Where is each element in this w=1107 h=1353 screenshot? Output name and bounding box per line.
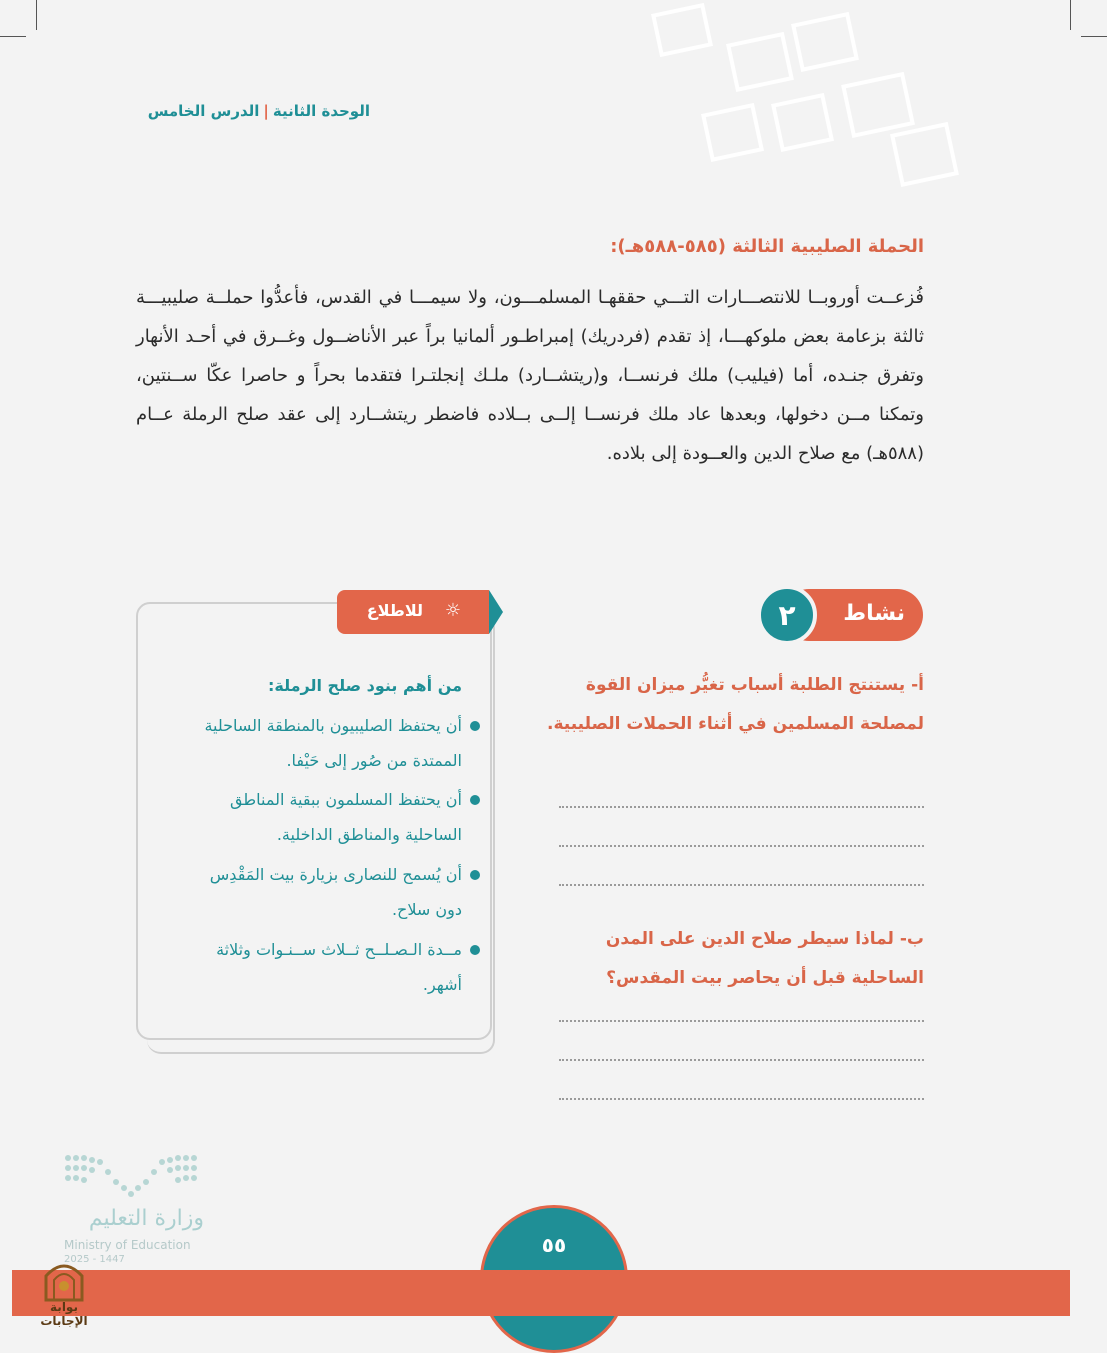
header-separator: | bbox=[263, 102, 269, 120]
page-number: ٥٥ bbox=[541, 1233, 567, 1257]
bullet-icon bbox=[470, 795, 480, 805]
ministry-name-en: Ministry of Education bbox=[64, 1238, 191, 1252]
info-item-text: أن يحتفظ الصليبيون بالمنطقة الساحلية الممتدة من صُور إلى حَيْفا. bbox=[204, 716, 462, 770]
answer-line[interactable] bbox=[559, 845, 924, 847]
info-item-text: أن يُسمح للنصارى بزيارة بيت المَقْدِس دون سلاح. bbox=[209, 865, 462, 919]
section-body: فُزعــت أوروبــا للانتصـــارات التـــي حققهـا المسلمـــون، ولا سيمـــا في القدس، فأعدُّوا حملــة صليبيـــة ثالثة بزعامة بعض ملوكهـــا، إذ تقدم (فردريك) إمبراطـور ألمانيا براً عبر الأناضــول وغــرق في أحـد الأنهار وتفرق جنـده، أما (فيليب) ملك فرنســا، و(ريتشــارد) ملـك إنجلتـرا فتقدما بحراً و حاصرا عكّا ســنتين، وتمكنا مــن دخولها، وبعدها عاد ملك فرنســا إلــى بــلاده فاضطر ريتشــارد إلى عقد صلح الرملة عــام (٥٨٨هـ) مع صلاح الدين والعــودة إلى بلاده. bbox=[136, 287, 924, 464]
answer-line[interactable] bbox=[559, 884, 924, 886]
crop-mark bbox=[0, 36, 26, 37]
info-heading: من أهم بنود صلح الرملة: bbox=[268, 676, 462, 695]
bullet-icon bbox=[470, 945, 480, 955]
answer-line[interactable] bbox=[559, 1098, 924, 1100]
ministry-name-ar: وزارة التعليم bbox=[88, 1206, 204, 1231]
answer-line[interactable] bbox=[559, 806, 924, 808]
crop-mark bbox=[1081, 36, 1107, 37]
crop-mark bbox=[1070, 0, 1071, 30]
crop-mark bbox=[36, 0, 37, 30]
footer-band bbox=[12, 1270, 1070, 1316]
lesson-label: الدرس الخامس bbox=[147, 102, 260, 120]
info-item bbox=[187, 708, 462, 778]
bullet-icon bbox=[470, 870, 480, 880]
bullet-icon bbox=[470, 721, 480, 731]
answer-line[interactable] bbox=[559, 1020, 924, 1022]
info-item bbox=[187, 782, 462, 852]
decorative-pattern bbox=[637, 0, 997, 200]
info-item bbox=[187, 932, 462, 1002]
lightbulb-icon: ☼ bbox=[444, 600, 461, 621]
info-item-text: أن يحتفظ المسلمون ببقية المناطق الساحلية والمناطق الداخلية. bbox=[230, 790, 462, 844]
unit-lesson-header bbox=[130, 102, 370, 120]
info-item bbox=[187, 857, 462, 927]
portal-name: بوابة الإجابات bbox=[40, 1300, 88, 1328]
ministry-year: 2025 - 1447 bbox=[64, 1254, 125, 1265]
section-title: الحملة الصليبية الثالثة (٥٨٥-٥٨٨هـ): bbox=[610, 236, 924, 257]
ministry-logo-icon bbox=[64, 1154, 198, 1198]
activity-number: ٢ bbox=[757, 585, 817, 645]
portal-logo-icon bbox=[40, 1258, 88, 1302]
answer-line[interactable] bbox=[559, 1059, 924, 1061]
activity-badge bbox=[757, 585, 923, 645]
question-a: أ- يستنتج الطلبة أسباب تغيُّر ميزان القوة لمصلحة المسلمين في أثناء الحملات الصليبية. bbox=[547, 675, 924, 734]
info-tag-label: للاطلاع bbox=[366, 601, 423, 620]
question-b: ب- لماذا سيطر صلاح الدين على المدن الساحلية قبل أن يحاصر بيت المقدس؟ bbox=[605, 929, 924, 988]
info-item-text: مــدة الـصـلــح ثــلاث ســنـوات وثلاثة أشهر. bbox=[216, 940, 462, 994]
activity-label: نشاط bbox=[843, 601, 905, 626]
unit-label: الوحدة الثانية bbox=[272, 102, 370, 120]
info-tag bbox=[337, 590, 489, 634]
